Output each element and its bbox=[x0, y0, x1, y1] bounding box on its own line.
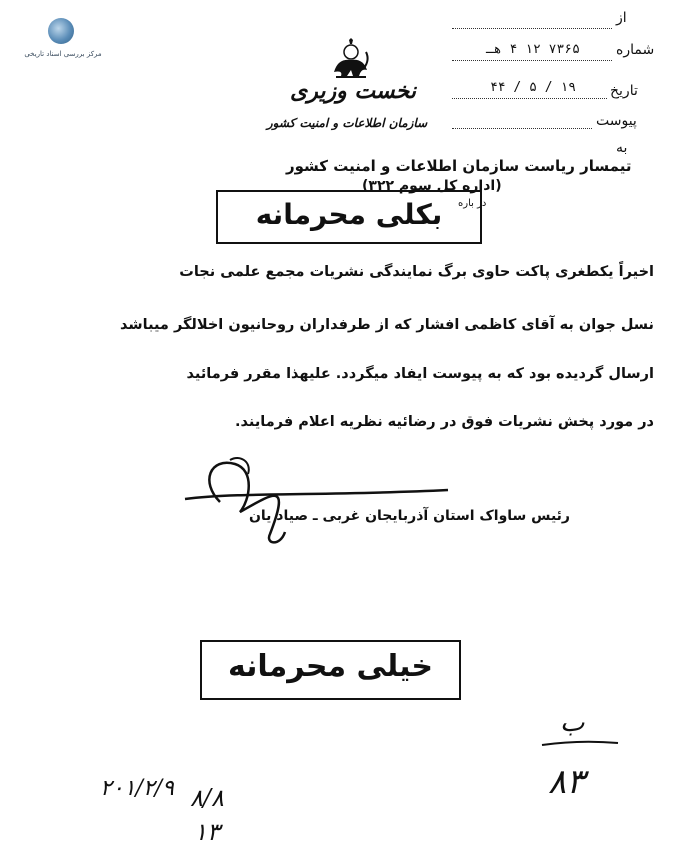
attachment-label: پیوست bbox=[596, 113, 637, 129]
stamp-bottom-text: خیلی محرمانه bbox=[227, 649, 434, 684]
classification-stamp-top bbox=[216, 190, 482, 244]
to-label: به bbox=[616, 140, 628, 156]
handwritten-note-4: ۸/۸ bbox=[190, 784, 224, 812]
watermark-logo bbox=[8, 18, 118, 68]
body-line-4: در مورد پخش نشریات فوق در رضائیه نظریه اعلام فرمایند. bbox=[235, 414, 654, 430]
from-label: از bbox=[616, 10, 627, 26]
body-line-1: اخیراً یکطغری پاکت حاوی برگ نمایندگی نشریات مجمع علمی نجات bbox=[179, 264, 654, 280]
number-value: ۷۳۶۵ ۱۲ ۴ هـ bbox=[486, 42, 580, 57]
body-line-2: نسل جوان به آقای کاظمی افشار که از طرفداران روحانیون اخلالگر میباشد bbox=[120, 317, 654, 333]
handwritten-note-3: ۲۰۱/۲/۹ bbox=[100, 776, 174, 801]
classification-stamp-bottom bbox=[200, 640, 461, 700]
emblem-title: نخست وزیری bbox=[290, 78, 416, 104]
handwritten-note-1: ب bbox=[560, 708, 585, 738]
from-line bbox=[452, 28, 612, 29]
archive-emblem-icon bbox=[48, 18, 74, 44]
watermark-text: مرکز بررسی اسناد تاریخی bbox=[24, 50, 102, 58]
handwritten-note-2: ۸۳ bbox=[548, 762, 585, 802]
department-line: (اداره کل سوم ۳۲۲) bbox=[362, 178, 502, 194]
date-label: تاریخ bbox=[610, 83, 638, 99]
number-line bbox=[452, 60, 612, 61]
number-label: شماره bbox=[616, 42, 655, 58]
date-line bbox=[452, 98, 607, 99]
date-value: ۴۴ / ۵ / ۱۹ bbox=[489, 80, 577, 95]
handwritten-note-5: ۱۳ bbox=[194, 818, 220, 846]
lion-and-sun-emblem-icon bbox=[328, 38, 374, 80]
subject-label: در باره bbox=[458, 198, 487, 209]
body-line-3: ارسال گردیده بود که به پیوست ایفاد میگردد. علیهذا مقرر فرمائید bbox=[186, 366, 654, 382]
organization-name: سازمان اطلاعات و امنیت کشور bbox=[266, 116, 428, 130]
signatory-line: رئیس ساواک استان آذربایجان غربی ـ صیاد یان bbox=[248, 508, 570, 524]
attachment-line bbox=[452, 128, 592, 129]
handwritten-signature bbox=[180, 452, 450, 552]
stamp-top-text: بکلی محرمانه bbox=[255, 198, 443, 231]
addressee-line: تیمسار ریاست سازمان اطلاعات و امنیت کشور bbox=[286, 157, 632, 175]
